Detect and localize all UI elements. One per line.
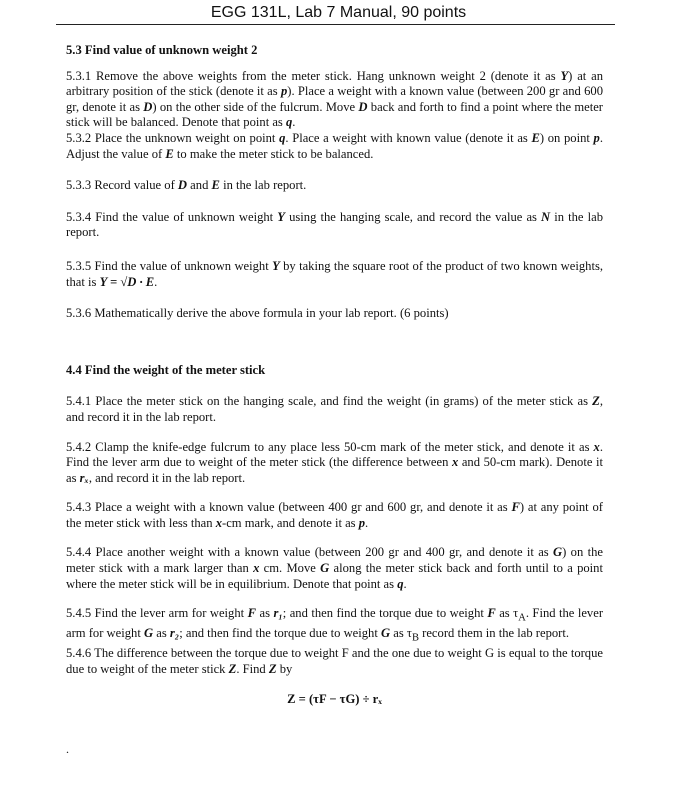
header-rule <box>56 24 615 25</box>
formula-y: Y = √D · E <box>99 274 155 289</box>
paragraph-5-3-3: 5.3.3 Record value of D and E in the lab report. <box>66 178 307 193</box>
paragraph-5-4-2: 5.4.2 Clamp the knife-edge fulcrum to any place less 50-cm mark of the meter stick, and denote it as x. Find the lever arm due to weight of the meter stick (the difference between x and 50-cm mark). Denote it as rₓ, and record it in the lab report. <box>66 439 603 485</box>
paragraph-5-4-1: 5.4.1 Place the meter stick on the hanging scale, and find the weight (in grams) of the meter stick as Z, and record it in the lab report. <box>66 394 603 424</box>
paragraph-5-3-4: 5.3.4 Find the value of unknown weight Y using the hanging scale, and record the value as N in the lab report. <box>66 209 604 240</box>
paragraph-5-4-3: 5.4.3 Place a weight with a known value (between 400 gr and 600 gr, and denote it as F) at any point of the meter stick with less than x-cm mark, and denote it as p. <box>66 500 603 530</box>
page-header-title: EGG 131L, Lab 7 Manual, 90 points <box>210 4 467 21</box>
formula-z: Z = (τF − τG) ÷ rₓ <box>287 691 382 706</box>
section-5-3-heading: 5.3 Find value of unknown weight 2 <box>66 43 258 57</box>
trailing-mark: . <box>66 742 69 756</box>
paragraph-5-3-1: 5.3.1 Remove the above weights from the meter stick. Hang unknown weight 2 (denote it as Y) at an arbitrary position of the stick (denote it as p). Place a weight with a known value (between 200 gr and 600 gr, denote it as D) on the other side of the fulcrum. Move D back and forth to find a point where the meter stick will be balanced. Denote that point as q. <box>66 68 604 130</box>
paragraph-5-4-6: 5.4.6 The difference between the torque due to weight F and the one due to weight G is equal to the torque due to weight of the meter stick Z. Find Z by <box>66 646 603 677</box>
paragraph-5-4-5: 5.4.5 Find the lever arm for weight F as r₁; and then find the torque due to weight F as $\tau_A$. Find the lever arm for weight G as r₂; and then find the torque due to weight G as $\tau_B$ record them in the lab report. <box>66 606 604 644</box>
paragraph-5-4-4: 5.4.4 Place another weight with a known value (between 200 gr and 400 gr, and denote it as G) on the meter stick with a mark larger than x cm. Move G along the meter stick back and forth until to a point where the meter stick will be in equilibrium. Denote that point as q. <box>66 545 603 591</box>
paragraph-5-3-2: 5.3.2 Place the unknown weight on point q. Place a weight with known value (denote it as E) on point p. Adjust the value of E to make the meter stick to be balanced. <box>66 130 603 161</box>
document-body <box>66 40 603 707</box>
paragraph-5-3-6: 5.3.6 Mathematically derive the above formula in your lab report. (6 points) <box>66 306 449 321</box>
section-4-4-heading: 4.4 Find the weight of the meter stick <box>66 362 266 377</box>
paragraph-5-3-5: 5.3.5 Find the value of unknown weight Y by taking the square root of the product of two known weights, that is Y = √D · E. <box>66 258 603 289</box>
